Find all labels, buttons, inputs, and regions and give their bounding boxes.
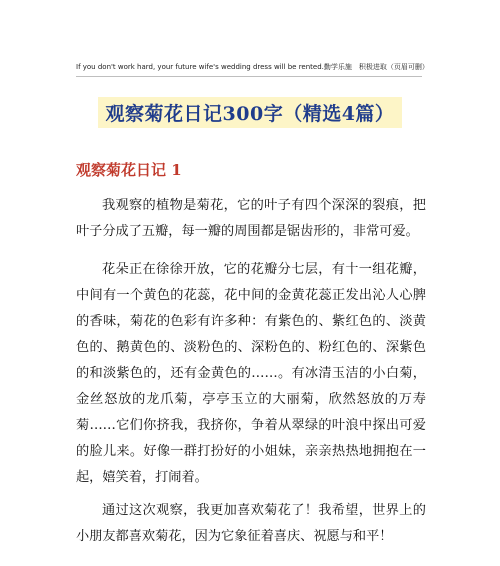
section-heading: 观察菊花日记 1 [76, 161, 182, 179]
paragraph-2: 花朵正在徐徐开放，它的花瓣分七层，有十一组花瓣，中间有一个黄色的花蕊，花中间的金黄花蕊正发出沁人心脾的香味，菊花的色彩有许多种：有紫色的、紫红色的、淡黄色的、鹅黄色的、淡粉色的、深粉色的、粉红色的、深紫色的和淡紫色的，还有金黄色的……。有冰清玉洁的小白菊，金丝怒放的龙爪菊，亭亭玉立的大丽菊，欣然怒放的万寿菊……它们你挤我，我挤你，争着从翠绿的叶浪中探出可爱的脸儿来。好像一群打扮好的小姐妹，亲亲热热地拥抱在一起，嬉笑着，打闹着。 [76, 262, 426, 485]
page-header-text: If you don't work hard, your future wife's wedding dress will be rented.勤学乐施 积极进取（页眉可删） [76, 63, 429, 71]
header-divider [76, 76, 422, 77]
paragraph-3: 通过这次观察，我更加喜欢菊花了！我希望，世界上的小朋友都喜欢菊花，因为它象征着喜庆、祝愿与和平！ [76, 503, 426, 544]
document-title-container [0, 97, 500, 128]
document-title: 观察菊花日记300字（精选4篇） [98, 97, 403, 128]
paragraph-1: 我观察的植物是菊花，它的叶子有四个深深的裂痕，把叶子分成了五瓣，每一瓣的周围都是锯齿形的，非常可爱。 [76, 198, 426, 239]
